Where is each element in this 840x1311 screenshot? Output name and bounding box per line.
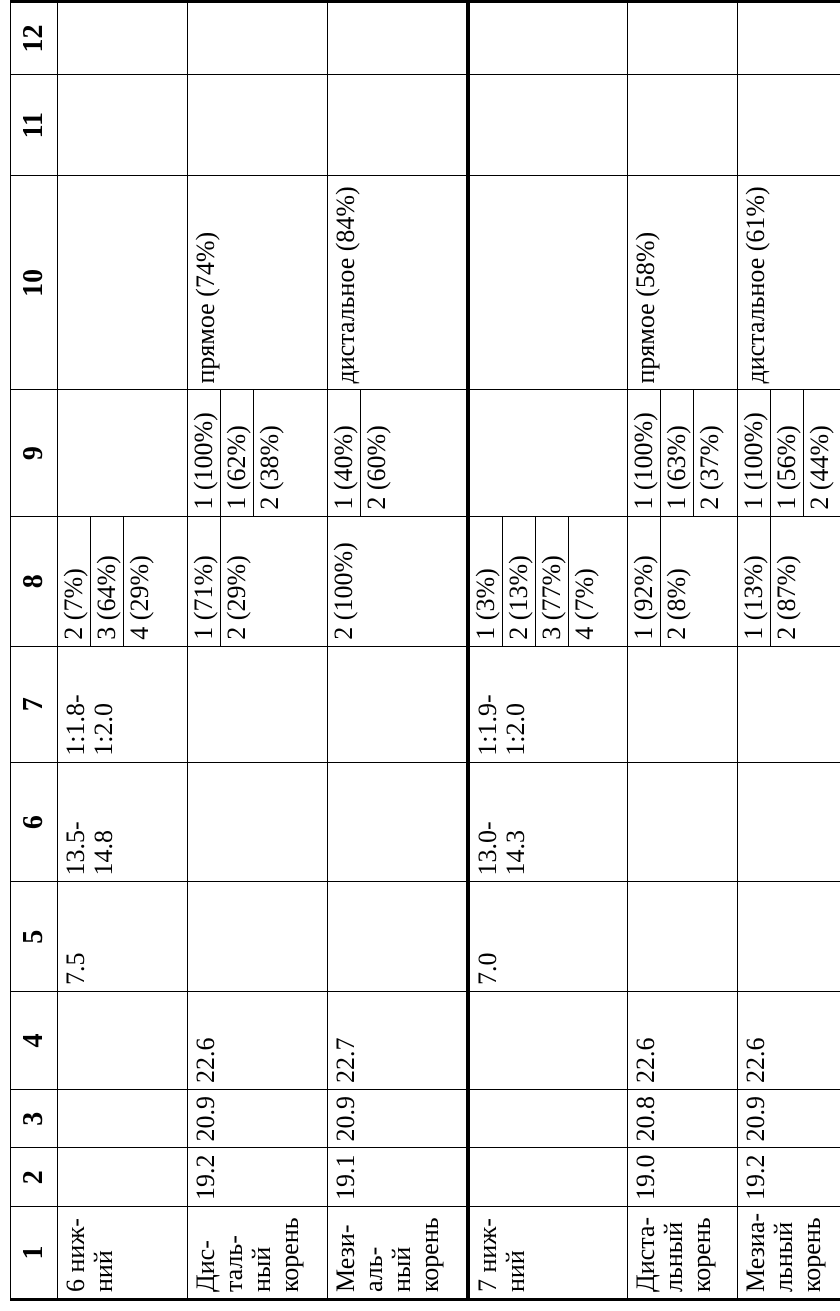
cell-empty [628,2,738,75]
tooth-label [58,1206,188,1299]
cell-empty [328,882,468,991]
sub-value: 2 (100%) [329,542,358,640]
label-line: Дис- [191,1240,220,1292]
cell-empty [328,75,468,176]
label-line: корень [415,1217,444,1292]
cell-value [328,1148,468,1207]
cell-value [58,646,188,762]
cell-value [468,762,628,882]
header-cell: 9 [11,390,58,516]
table-row-mesial-root-7 [738,2,840,1300]
value-text: 7.5 [61,952,90,985]
root-label [738,1206,840,1299]
sub-value: 1 (100%) [738,391,771,516]
value-text: 20.9 [741,1095,770,1142]
cell-empty [468,75,628,176]
header-cell: 4 [11,991,58,1089]
sub-value: 1 (56%) [771,391,804,516]
header-cell: 5 [11,882,58,991]
cell-empty [58,1089,188,1148]
cell-empty [738,646,840,762]
cell-empty [628,882,738,991]
value-line: 14.3 [500,829,530,876]
cell-value [628,390,738,516]
label-line: Диста- [631,1216,660,1292]
value-text: 20.8 [631,1095,660,1142]
cell-value [738,516,840,646]
cell-empty [188,75,328,176]
header-cell: 12 [11,2,58,75]
cell-empty [58,2,188,75]
sub-value: 1 (62%) [221,391,254,516]
label-line: ний [89,1250,118,1292]
value-text: 20.9 [191,1095,220,1142]
value-line: 1:2.0 [500,702,530,756]
cell-value [188,176,328,390]
cell-value [58,882,188,991]
value-line: 1:1.8- [61,694,90,756]
cell-value [738,991,840,1089]
root-label [328,1206,468,1299]
cell-value [628,991,738,1089]
cell-empty [738,2,840,75]
label-line: 7 ниж- [472,1218,502,1292]
sub-value: 1 (71%) [188,517,221,646]
cell-value [738,1148,840,1207]
cell-value [188,991,328,1089]
header-row [11,2,58,1300]
value-text: 19.2 [191,1154,220,1200]
value-text: 7.0 [472,952,502,985]
sub-value: 4 (29%) [125,555,154,640]
cell-empty [58,176,188,390]
label-line: льный [659,1221,688,1292]
cell-value [738,176,840,390]
tooth-label [468,1206,628,1299]
header-cell: 6 [11,762,58,882]
cell-empty [58,390,188,516]
value-text: 19.0 [631,1154,660,1200]
cell-empty [58,991,188,1089]
cell-value [328,390,468,516]
cell-value [628,1148,738,1207]
sub-value: 1 (13%) [738,517,771,646]
label-line: корень [797,1217,826,1292]
cell-empty [188,2,328,75]
sub-value: 2 (38%) [255,425,284,510]
header-cell: 8 [11,516,58,646]
sub-value: 2 (37%) [695,425,724,510]
sub-value: 1 (63%) [661,391,694,516]
cell-empty [738,882,840,991]
value-text: 19.2 [741,1154,770,1200]
table-row-6-lower [58,2,188,1300]
table-row-distal-root-7 [628,2,738,1300]
cell-value [58,516,188,646]
cell-value [468,646,628,762]
value-text: прямое (58%) [631,231,660,384]
cell-empty [468,176,628,390]
value-text: дистальное (61%) [741,186,770,384]
cell-value [468,516,628,646]
label-line: ний [500,1250,530,1292]
cell-empty [628,75,738,176]
cell-empty [188,762,328,882]
root-label [188,1206,328,1299]
label-line: льный [769,1221,798,1292]
header-cell: 1 [11,1206,58,1299]
cell-value [188,1148,328,1207]
sub-value: 2 (7%) [58,517,91,646]
cell-value [628,516,738,646]
cell-value [468,882,628,991]
value-line: 13.0- [472,821,502,876]
cell-empty [188,646,328,762]
cell-empty [328,762,468,882]
cell-empty [468,2,628,75]
cell-empty [58,75,188,176]
cell-empty [328,2,468,75]
sub-value: 2 (60%) [362,425,391,510]
table-row-mesial-root [328,2,468,1300]
cell-empty [738,75,840,176]
cell-value [188,516,328,646]
sub-value: 2 (8%) [662,568,691,640]
value-text: 22.6 [741,1037,770,1083]
cell-value [188,390,328,516]
header-cell: 7 [11,646,58,762]
cell-value [738,1089,840,1148]
cell-empty [468,991,628,1089]
label-line: Мези- [331,1224,360,1292]
sub-value: 1 (40%) [328,391,361,516]
sub-value: 3 (77%) [536,517,569,646]
label-line: корень [687,1217,716,1292]
cell-value [328,516,468,646]
cell-empty [468,1148,628,1207]
cell-empty [188,882,328,991]
cell-empty [628,646,738,762]
cell-value [328,176,468,390]
root-label [628,1206,738,1299]
table-row-distal-root [188,2,328,1300]
sub-value: 1 (100%) [188,391,221,516]
value-text: 20.9 [331,1095,360,1142]
cell-value [628,1089,738,1148]
sub-value: 2 (29%) [222,555,251,640]
header-cell: 11 [11,75,58,176]
label-line: таль- [219,1235,248,1292]
cell-empty [468,390,628,516]
cell-value [58,762,188,882]
label-line: ный [247,1246,276,1292]
sub-value: 1 (92%) [628,517,661,646]
sub-value: 4 (7%) [569,568,599,640]
value-text: прямое (74%) [191,231,220,384]
sub-value: 1 (3%) [470,517,503,646]
header-cell: 10 [11,176,58,390]
label-line: 6 ниж- [61,1218,90,1292]
value-line: 1:1.9- [472,694,502,756]
sub-value: 2 (87%) [772,555,801,640]
header-cell: 3 [11,1089,58,1148]
sub-value: 2 (44%) [805,425,834,510]
label-line: Мезиа- [741,1212,770,1292]
sub-value: 3 (64%) [91,517,124,646]
label-line: корень [275,1217,304,1292]
cell-empty [628,762,738,882]
value-line: 13.5- [61,821,90,876]
sub-value: 1 (100%) [628,391,661,516]
value-text: дистальное (84%) [331,186,360,384]
data-table [10,0,840,1301]
value-line: 1:2.0 [89,702,118,756]
cell-empty [58,1148,188,1207]
value-text: 19.1 [331,1154,360,1200]
label-line: аль- [359,1246,388,1292]
cell-value [628,176,738,390]
table-row-7-lower [468,2,628,1300]
value-text: 22.7 [331,1037,360,1083]
cell-empty [468,1089,628,1148]
cell-value [188,1089,328,1148]
cell-empty [738,762,840,882]
sub-value: 2 (13%) [503,517,536,646]
value-text: 22.6 [191,1037,220,1083]
cell-value [328,991,468,1089]
cell-empty [328,646,468,762]
label-line: ный [387,1246,416,1292]
header-cell: 2 [11,1148,58,1207]
value-line: 14.8 [89,829,118,876]
cell-value [738,390,840,516]
value-text: 22.6 [631,1037,660,1083]
cell-value [328,1089,468,1148]
